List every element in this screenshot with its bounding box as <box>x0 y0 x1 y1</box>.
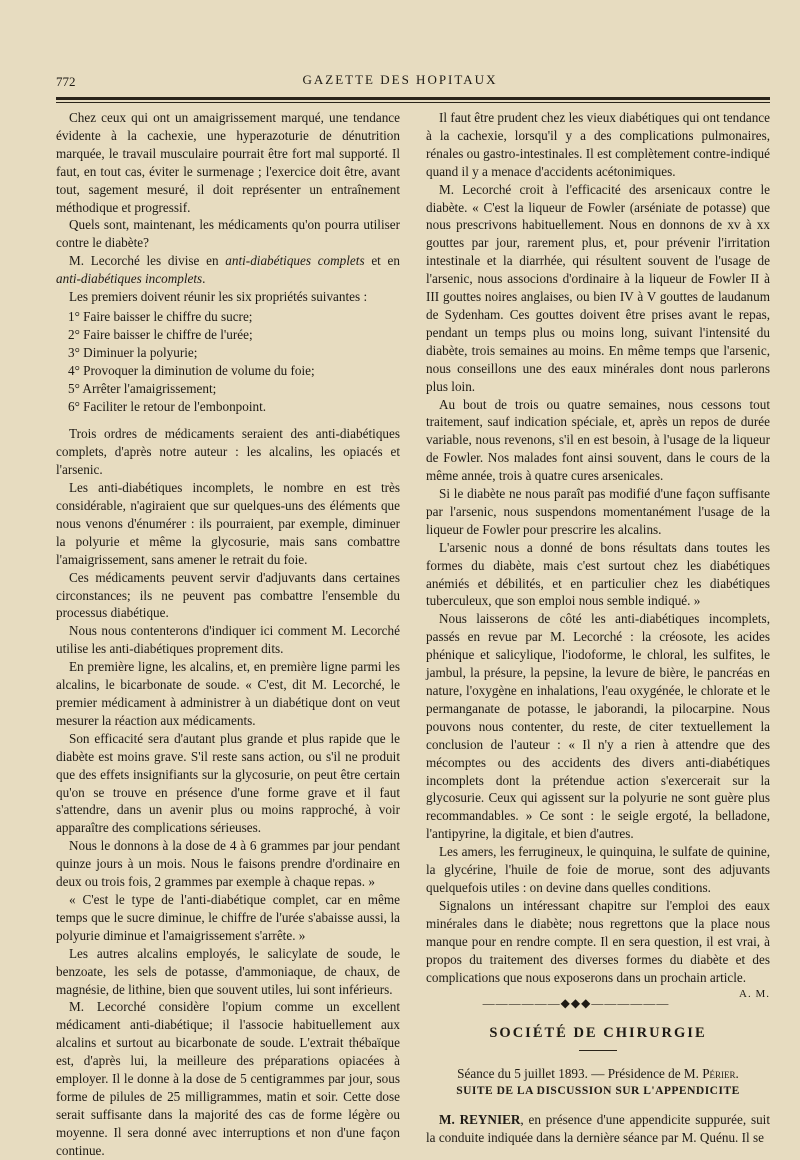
paragraph: Les autres alcalins employés, le salicylate de soude, le benzoate, les sels de potasse, d'ammoniaque, de chaux, de magnésie, de lithine, bien que souvent utiles, lui sont inférieurs. <box>56 945 400 997</box>
paragraph: M. Lecorché les divise en anti-diabétiques complets et en anti-diabétiques incomplets. <box>56 253 400 287</box>
session-line: Séance du 5 juillet 1893. — Présidence de M. Périer. <box>457 1066 739 1082</box>
paragraph: Au bout de trois ou quatre semaines, nous cessons tout traitement, sauf indication spéciale, et, après un repos de durée variable, nous revenons, s'il en est besoin, à l'usage de la liqueur de Fowler. Nos malades font ainsi souvent, dans le cours de la même année, trois à quatre cures arsenicales. <box>426 396 770 484</box>
italic-term: anti-diabétiques complets <box>225 253 365 269</box>
paragraph: Ces médicaments peuvent servir d'adjuvants dans certaines circonstances; ils ne peuvent pas combattre l'ensemble du processus diabétique. <box>56 569 400 621</box>
paragraph: Il faut être prudent chez les vieux diabétiques qui ont tendance à la cachexie, lorsqu'il y a des complications pulmonaires, rénales ou gastro-intestinales. Il est complètement contre-indiqué quand il y a menace d'accidents acétonimiques. <box>426 110 770 179</box>
list-item: 3° Diminuer la polyurie; <box>68 344 198 360</box>
paragraph: Si le diabète ne nous paraît pas modifié d'une façon suffisante par l'arsenic, nous suspendons momentanément l'usage de la liqueur de Fowler pour prescrire les alcalins. <box>426 486 770 537</box>
speaker-name: M. REYNIER <box>439 1112 521 1128</box>
paragraph: Son efficacité sera d'autant plus grande et plus rapide que le diabète est moins grave. S'il reste sans action, ou s'il ne produit que des effets insignifiants sur la glycosurie, on peut être certain qu'on se trouve en présence d'une forme grave et il faut s'attendre, dans un avenir plus ou moins rapproché, à voir apparaître des complications sérieuses. <box>56 730 400 836</box>
header-rule <box>56 97 770 100</box>
left-column <box>56 109 400 1160</box>
president-name: Périer <box>702 1066 736 1082</box>
running-header: GAZETTE DES HOPITAUX <box>302 72 498 87</box>
paragraph: Chez ceux qui ont un amaigrissement marqué, une tendance évidente à la cachexie, une hyperazoturie de dénutrition marquée, le travail musculaire pourrait être fort mal supporté. Il faut, en tout cas, éviter le surmenage ; l'exercice doit être, avant tout, sagement mesuré, il doit représenter un entraînement méthodique et progressif. <box>56 110 400 215</box>
section-title: SOCIÉTÉ DE CHIRURGIE <box>489 1025 707 1042</box>
paragraph: Quels sont, maintenant, les médicaments qu'on pourra utiliser contre le diabète? <box>56 217 400 251</box>
right-column <box>426 109 770 1147</box>
paragraph: Nous le donnons à la dose de 4 à 6 grammes par jour pendant quinze jours à un mois. Nous le faisons prendre d'ordinaire en deux ou trois fois, 2 grammes par exemple à chaque repas. » <box>56 838 400 890</box>
list-item: 2° Faire baisser le chiffre de l'urée; <box>68 326 253 342</box>
title-rule <box>579 1050 617 1051</box>
paragraph: Nous laisserons de côté les anti-diabétiques incomplets, passés en revue par M. Lecorché : la créosote, les acides phénique et salicylique, l'iodoforme, le chloral, les sulfites, le jambul, la présure, la pepsine, la levure de bière, le pancréas en nature, l'oxygène en inhalations, l'eau oxygénée, le chlorate et le permanganate de potasse, le jaborandi, la pilocarpine. Nous pouvons nous contenter, du reste, de citer textuellement la conclusion de l'auteur : « Il n'y a rien à attendre que des mécomptes ou des accidents des divers anti-diabétiques incomplets dont la prétendue action s'exercerait sur la glycosurie. Ceux qui agissent sur la polyurie ne sont guère plus recommandables. » Ce sont : le seigle ergoté, la belladone, l'antipyrine, la digitale, et bien d'autres. <box>426 611 770 842</box>
list-item: 6° Faciliter le retour de l'embonpoint. <box>68 398 267 414</box>
list-item: 1° Faire baisser le chiffre du sucre; <box>68 308 253 324</box>
properties-list <box>56 308 400 415</box>
paragraph: M. REYNIER, en présence d'une appendicite suppurée, suit la conduite indiquée dans la dernière séance par M. Quénu. Il se <box>426 1112 771 1145</box>
list-item: 5° Arrêter l'amaigrissement; <box>68 380 217 396</box>
paragraph: « C'est le type de l'anti-diabétique complet, car en même temps que le sucre diminue, le chiffre de l'urée s'abaisse aussi, la polyurie diminue et l'amaigrissement s'arrête. » <box>56 891 400 943</box>
paragraph: M. Lecorché croit à l'efficacité des arsenicaux contre le diabète. « C'est la liqueur de Fowler (arséniate de potasse) que nous prescrivons habituellement. Nous en donnons de xv à xx gouttes par jour, rarement plus, et, pour prévenir l'irritation intestinale et la diarrhée, qui résultent souvent de l'usage de l'arsenic, nous associons d'ordinaire à la liqueur de Fowler II à III gouttes noires anglaises, ou bien IV à V gouttes de laudanum de Sydenham. Ces gouttes doivent être prises avant le repas, pendant un temps plus ou moins long, suivant l'intensité du diabète, trois semaines au moins. En même temps que l'arsenic, nous conseillons une des eaux minérales dont nous parlerons plus loin. <box>426 181 770 394</box>
paragraph: Nous nous contenterons d'indiquer ici comment M. Lecorché utilise les anti-diabétiques proprement dits. <box>56 623 400 657</box>
paragraph: Signalons un intéressant chapitre sur l'emploi des eaux minérales dans le diabète; nous regrettons que la place nous manque pour en rendre compte. Il en sera question, il est vrai, à propos du traitement des diverses formes du diabète et des complications que nous exposerons dans un prochain article. A. M. <box>426 897 770 987</box>
paragraph: Les anti-diabétiques incomplets, le nombre en est très considérable, n'agiraient que sur quelques-uns des éléments que nous venons d'énumérer : ils pourraient, par exemple, diminuer la polyurie et même la glycosurie, mais sans combattre l'amaigrissement, sans amener le retrait du foie. <box>56 480 400 567</box>
list-item: 4° Provoquer la diminution de volume du foie; <box>68 362 315 378</box>
page-number: 772 <box>56 74 76 89</box>
discussion-title: SUITE DE LA DISCUSSION SUR L'APPENDICITE <box>456 1085 740 1098</box>
italic-term: anti-diabétiques incomplets <box>56 271 203 287</box>
author-signature: A. M. <box>739 988 770 1001</box>
header-rule-thin <box>56 102 770 103</box>
paragraph: Les premiers doivent réunir les six propriétés suivantes : <box>69 289 368 305</box>
paragraph: Les amers, les ferrugineux, le quinquina, le sulfate de quinine, la glycérine, l'huile de foie de morue, sont des adjuvants quelquefois utiles : on devine dans quelles conditions. <box>426 844 770 895</box>
paragraph: En première ligne, les alcalins, et, en première ligne parmi les alcalins, le bicarbonate de soude. « C'est, dit M. Lecorché, le premier médicament à administrer à un diabétique dont on veut mesurer la réaction aux médicaments. <box>56 659 400 728</box>
paragraph: Trois ordres de médicaments seraient des anti-diabétiques complets, d'après notre auteur : les alcalins, les opiacés et l'arsenic. <box>56 426 400 478</box>
paragraph: M. Lecorché considère l'opium comme un excellent médicament anti-diabétique; il l'associe habituellement aux alcalins et surtout au bicarbonate de soude. L'extrait thébaïque est, d'après lui, la meilleure des préparations opiacées à employer. Il le donne à la dose de 5 centigrammes par jour, sous forme de pilules de 25 milligrammes, matin et soir. Cette dose serait suffisante dans la majorité des cas de forme légère ou moyenne. Il sera donné avec interruptions et non d'une façon continue. <box>56 999 400 1158</box>
paragraph: L'arsenic nous a donné de bons résultats dans toutes les formes du diabète, mais c'est surtout chez les diabétiques anémiés et débilités, et en particulier chez les diabétiques tuberculeux, que son emploi nous semble indiqué. » <box>426 539 770 609</box>
section-separator: ——————◆◆◆—————— <box>482 996 670 1011</box>
